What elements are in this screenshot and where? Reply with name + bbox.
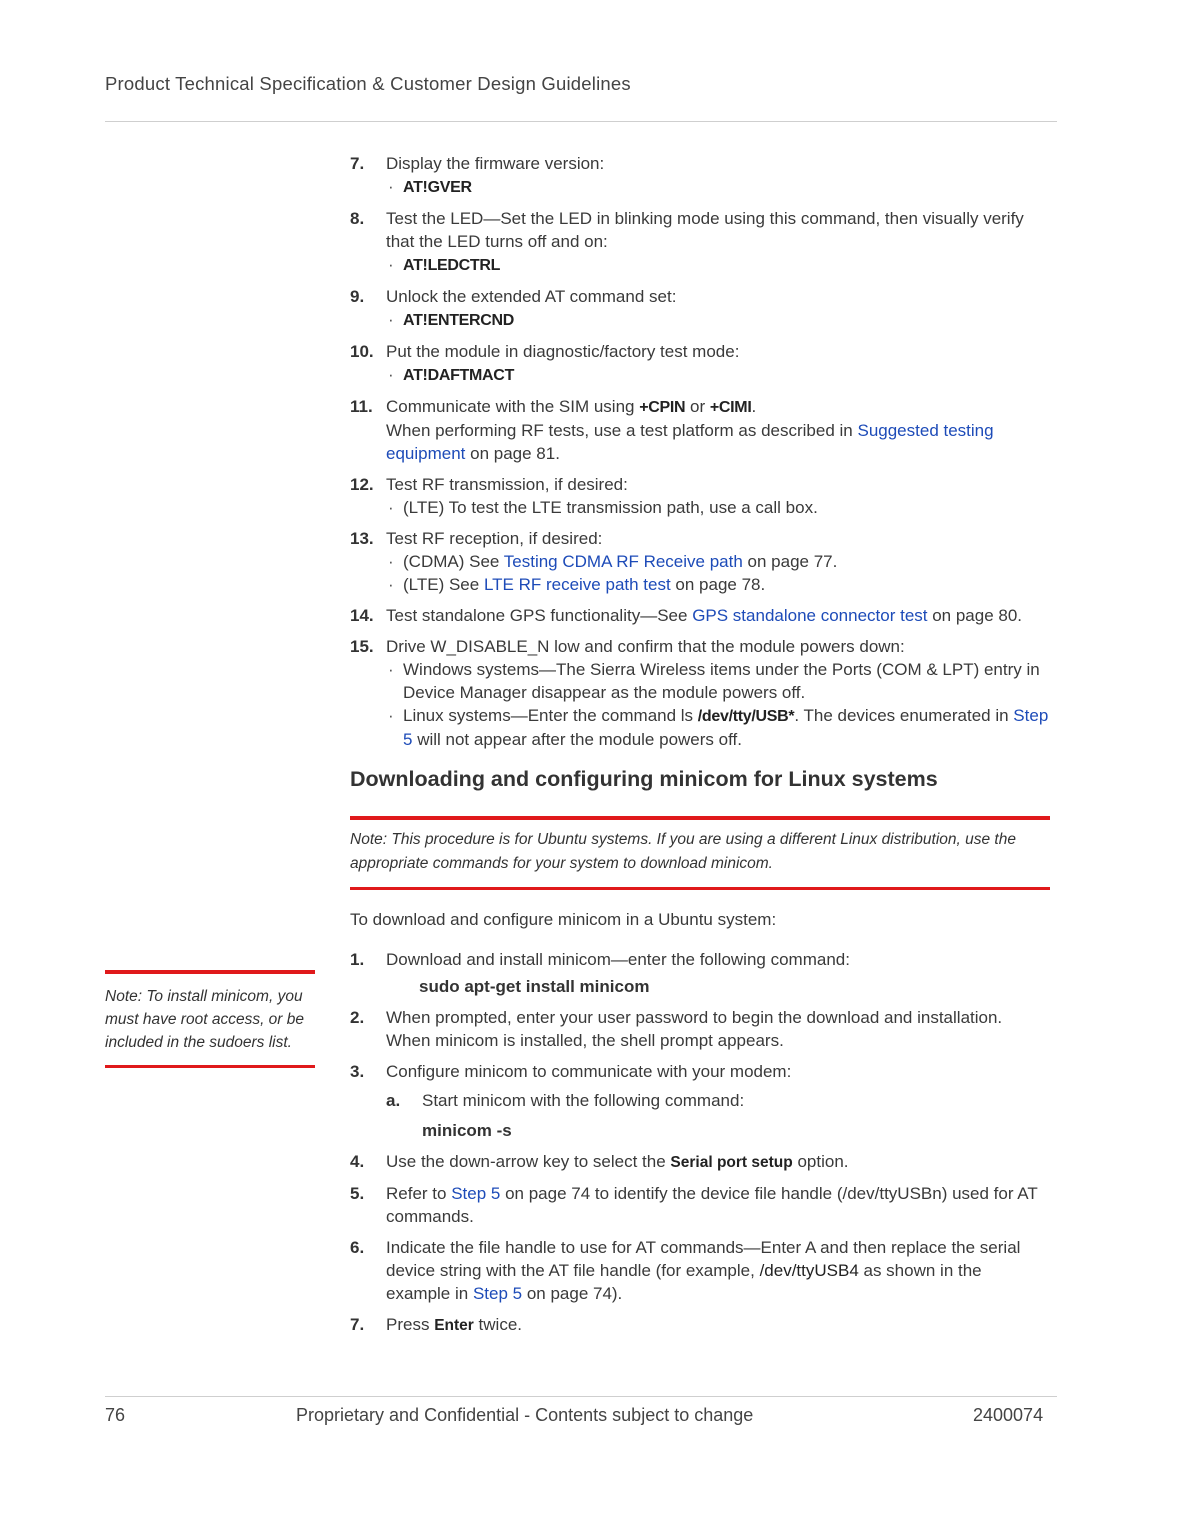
list-item: [350, 152, 1050, 199]
list-item: [350, 635, 1050, 751]
step-number: 14.: [350, 606, 374, 625]
step-number: 3.: [350, 1062, 365, 1081]
step-text: Test the LED—Set the LED in blinking mode using this command, then visually verify that the LED turns off and on:: [386, 209, 1024, 251]
step-text: [386, 419, 1050, 465]
step-text: [386, 395, 1050, 419]
step-text: Test RF reception, if desired:: [386, 529, 603, 548]
list-item: [350, 1236, 1050, 1305]
step-number: 13.: [350, 529, 374, 548]
step-number: 5.: [350, 1184, 365, 1203]
list-item: [350, 1150, 1050, 1174]
cross-reference-link[interactable]: Suggested testing equipment: [386, 421, 994, 463]
cross-reference-link[interactable]: GPS standalone connector test: [692, 606, 928, 625]
at-command: AT!LEDCTRL: [403, 257, 501, 274]
text-segment: Use the down-arrow key to select the: [386, 1152, 671, 1171]
text-segment: Indicate the file handle to use for AT commands—Enter A and then replace the serial device string with the AT file handle (for example,: [386, 1238, 1021, 1280]
main-content: [350, 152, 1050, 1345]
at-command: AT!DAFTMACT: [403, 367, 515, 384]
text-segment: option.: [792, 1152, 849, 1171]
step-number: 1.: [350, 950, 365, 969]
menu-option: Serial port setup: [670, 1154, 793, 1171]
step-text: [386, 1313, 1050, 1337]
text-segment: as shown in the example in: [386, 1261, 982, 1303]
text-segment: on page 74 to identify the device file handle (/dev/ttyUSBn) used for AT commands.: [386, 1184, 1038, 1226]
running-header: Product Technical Specification & Customer Design Guidelines: [105, 73, 631, 94]
text-segment: Refer to: [386, 1184, 452, 1203]
step-number: 15.: [350, 637, 374, 656]
bullet-item: [403, 573, 1050, 596]
step-text: [386, 1182, 1050, 1228]
step-text: Unlock the extended AT command set:: [386, 287, 677, 306]
list-item: [350, 1006, 1050, 1052]
step-number: 9.: [350, 287, 365, 306]
text-segment: .: [751, 397, 757, 416]
text-segment: Press: [386, 1315, 435, 1334]
step-number: 8.: [350, 209, 365, 228]
step-text: [386, 1236, 1050, 1305]
key-name: Enter: [434, 1317, 474, 1334]
shell-command: sudo apt-get install minicom: [419, 977, 650, 996]
device-path: /dev/ttyUSB4: [759, 1261, 859, 1280]
bullet-item: [403, 175, 1050, 199]
text-segment: on page 78.: [670, 575, 766, 594]
cross-reference-link[interactable]: Step 5: [451, 1184, 501, 1203]
header-rule: [105, 121, 1057, 122]
text-segment: on page 77.: [742, 552, 838, 571]
text-segment: Linux systems—Enter the command: [403, 706, 681, 725]
footer-rule: [105, 1396, 1057, 1397]
step-text: Display the firmware version:: [386, 154, 605, 173]
bullet-item: [403, 550, 1050, 573]
text-segment: Communicate with the SIM using: [386, 397, 640, 416]
text-segment: or: [685, 397, 710, 416]
footer-confidentiality: Proprietary and Confidential - Contents subject to change: [296, 1405, 754, 1425]
step-number: 7.: [350, 154, 365, 173]
list-item: [350, 948, 1050, 998]
at-command: AT!GVER: [403, 179, 472, 196]
page-number: 76: [105, 1405, 126, 1425]
cross-reference-link[interactable]: Step 5: [403, 706, 1049, 749]
cross-reference-link[interactable]: LTE RF receive path test: [483, 575, 671, 594]
step-text: [386, 604, 1050, 627]
text-segment: will not appear after the module powers off.: [412, 730, 742, 749]
list-item: [350, 395, 1050, 465]
at-command: +CIMI: [709, 399, 752, 416]
step-number: 10.: [350, 342, 374, 361]
side-note: Note: To install minicom, you must have root access, or be included in the sudoers list.: [105, 970, 315, 1068]
at-command: +CPIN: [639, 399, 686, 416]
text-segment: on page 74).: [522, 1284, 623, 1303]
list-item: [350, 527, 1050, 596]
step-number: 6.: [350, 1238, 365, 1257]
text-segment: ls: [680, 706, 698, 725]
step-text: Configure minicom to communicate with your modem:: [386, 1062, 792, 1081]
cross-reference-link[interactable]: Step 5: [472, 1284, 523, 1303]
section-heading: Downloading and configuring minicom for Linux systems: [350, 767, 938, 791]
list-item: [350, 1182, 1050, 1228]
step-number: 4.: [350, 1152, 365, 1171]
sub-step-letter: a.: [386, 1091, 401, 1110]
text-segment: (CDMA) See: [403, 552, 504, 571]
bullet-item: [403, 704, 1050, 751]
step-text: Drive W_DISABLE_N low and confirm that the module powers down:: [386, 637, 905, 656]
sub-item: [386, 1089, 1050, 1142]
text-segment: . The devices enumerated in: [794, 706, 1014, 725]
intro-paragraph: To download and configure minicom in a Ubuntu system:: [350, 910, 777, 929]
step-text: [386, 1150, 1050, 1174]
text-segment: Test standalone GPS functionality—See: [386, 606, 693, 625]
text-segment: on page 80.: [927, 606, 1023, 625]
list-item: [350, 207, 1050, 277]
list-item: [350, 473, 1050, 519]
step-text: When prompted, enter your user password to begin the download and installation. When minicom is installed, the shell prompt appears.: [386, 1008, 1003, 1050]
step-number: 7.: [350, 1315, 365, 1334]
text-segment: on page 81.: [465, 444, 560, 463]
step-text: Put the module in diagnostic/factory test mode:: [386, 342, 740, 361]
step-number: 2.: [350, 1008, 365, 1027]
bullet-item: · Windows systems—The Sierra Wireless items under the Ports (COM & LPT) entry in Device Manager disappear as the module powers off.: [403, 658, 1050, 704]
bullet-item: [403, 308, 1050, 332]
shell-command: minicom -s: [422, 1121, 512, 1140]
document-number: 2400074: [973, 1405, 1044, 1425]
bullet-item: [403, 253, 1050, 277]
text-segment: (LTE) See: [403, 575, 484, 594]
bullet-item: · (LTE) To test the LTE transmission path, use a call box.: [403, 496, 1050, 519]
text-segment: When performing RF tests, use a test platform as described in: [386, 421, 858, 440]
list-item: [350, 340, 1050, 387]
list-item: [350, 285, 1050, 332]
at-command: AT!ENTERCND: [403, 312, 515, 329]
text-segment: twice.: [473, 1315, 522, 1334]
list-item: [350, 1060, 1050, 1142]
device-path: /dev/tty/USB*: [697, 708, 795, 725]
bullet-item: [403, 363, 1050, 387]
step-text: Download and install minicom—enter the following command:: [386, 950, 850, 969]
list-item: [350, 604, 1050, 627]
note-box: Note: This procedure is for Ubuntu systems. If you are using a different Linux distribution, use the appropriate commands for your system to download minicom.: [350, 816, 1050, 890]
sub-step-text: Start minicom with the following command:: [422, 1091, 745, 1110]
list-item: [350, 1313, 1050, 1337]
step-number: 12.: [350, 475, 374, 494]
step-text: Test RF transmission, if desired:: [386, 475, 628, 494]
cross-reference-link[interactable]: Testing CDMA RF Receive path: [503, 552, 743, 571]
step-number: 11.: [350, 397, 373, 416]
